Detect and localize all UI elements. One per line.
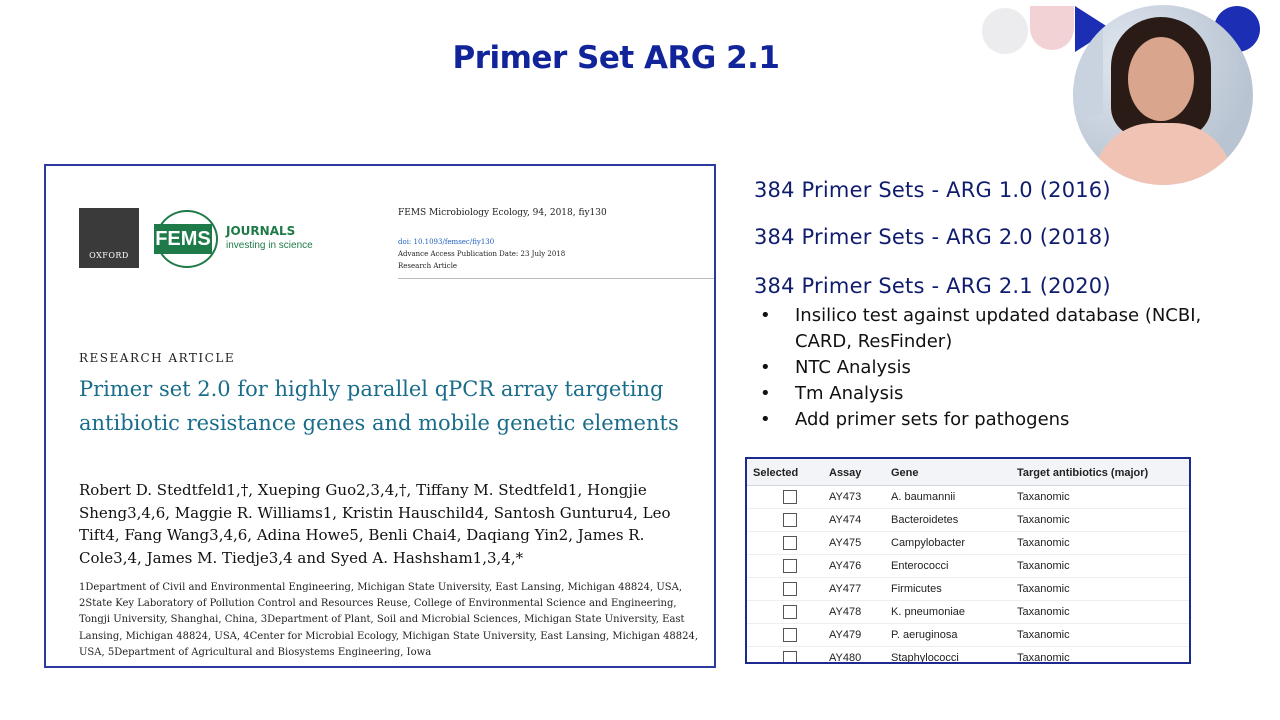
- version-arg-2-0: 384 Primer Sets - ARG 2.0 (2018): [754, 225, 1111, 249]
- list-item-text: NTC Analysis: [795, 357, 911, 378]
- journals-tagline: investing in science: [226, 240, 313, 251]
- table-row: [747, 578, 1189, 601]
- table-row: [747, 509, 1189, 532]
- bullet-icon: •: [760, 409, 771, 430]
- paper-title: Primer set 2.0 for highly parallel qPCR array targeting antibiotic resistance genes and mobile genetic elements: [79, 377, 679, 435]
- select-checkbox[interactable]: [783, 513, 797, 527]
- decorative-circle-grey: [982, 8, 1028, 54]
- select-checkbox[interactable]: [783, 490, 797, 504]
- list-item-text: Tm Analysis: [795, 383, 904, 404]
- target-cell: Taxanomic: [1011, 601, 1189, 624]
- gene-cell: Campylobacter: [885, 532, 1011, 555]
- table-row: [747, 624, 1189, 647]
- oxford-logo: [79, 208, 139, 268]
- assay-cell: AY473: [823, 486, 885, 509]
- header-gene: Gene: [885, 459, 1011, 486]
- select-checkbox[interactable]: [783, 605, 797, 619]
- version-arg-2-1: 384 Primer Sets - ARG 2.1 (2020): [754, 274, 1111, 298]
- assay-cell: AY478: [823, 601, 885, 624]
- assay-cell: AY475: [823, 532, 885, 555]
- bullet-icon: •: [760, 383, 771, 404]
- article-type: Research Article: [398, 262, 458, 270]
- gene-cell: Bacteroidetes: [885, 509, 1011, 532]
- bullet-icon: •: [760, 357, 771, 378]
- target-cell: Taxanomic: [1011, 647, 1189, 665]
- select-checkbox[interactable]: [783, 582, 797, 596]
- target-cell: Taxanomic: [1011, 624, 1189, 647]
- gene-cell: Firmicutes: [885, 578, 1011, 601]
- list-item: [760, 355, 1260, 381]
- list-item: [760, 407, 1260, 433]
- assay-cell: AY476: [823, 555, 885, 578]
- assay-cell: AY474: [823, 509, 885, 532]
- list-item: [760, 381, 1260, 407]
- paper-screenshot: [44, 164, 716, 668]
- select-checkbox[interactable]: [783, 536, 797, 550]
- webcam-background: [1073, 25, 1103, 115]
- assay-cell: AY479: [823, 624, 885, 647]
- table-row: [747, 601, 1189, 624]
- doi-link: doi: 10.1093/femsec/fiy130: [398, 238, 495, 246]
- gene-cell: A. baumannii: [885, 486, 1011, 509]
- bullet-icon: •: [760, 305, 771, 326]
- paper-authors: Robert D. Stedtfeld1,†, Xueping Guo2,3,4,†, Tiffany M. Stedtfeld1, Hongjie Sheng3,4,6, Maggie R. Williams1, Kristin Hauschild4, Santosh Gunturu4, Leo Tift4, Fang Wang3,4,6, Adina Howe5, Benli Chai4, Daqiang Yin2, James R. Cole3,4, James M. Tiedje3,4 and Syed A. Hashsham1,3,4,*: [79, 481, 671, 567]
- assay-cell: AY477: [823, 578, 885, 601]
- target-cell: Taxanomic: [1011, 532, 1189, 555]
- table-header-row: [747, 459, 1189, 486]
- decorative-shape-pink: [1030, 6, 1074, 50]
- select-checkbox[interactable]: [783, 628, 797, 642]
- gene-cell: Staphylococci: [885, 647, 1011, 665]
- table-row: [747, 486, 1189, 509]
- list-item-text: Insilico test against updated database (NCBI, CARD, ResFinder): [795, 305, 1202, 352]
- target-cell: Taxanomic: [1011, 555, 1189, 578]
- list-item-text: Add primer sets for pathogens: [795, 409, 1070, 430]
- gene-cell: Enterococci: [885, 555, 1011, 578]
- section-label: RESEARCH ARTICLE: [79, 351, 236, 365]
- assay-table: [745, 457, 1191, 664]
- table-row: [747, 555, 1189, 578]
- presenter-face: [1128, 37, 1194, 121]
- target-cell: Taxanomic: [1011, 578, 1189, 601]
- header-divider: [398, 278, 714, 279]
- table-row: [747, 647, 1189, 665]
- list-item: [760, 303, 1260, 355]
- assay-cell: AY480: [823, 647, 885, 665]
- slide-title: Primer Set ARG 2.1: [452, 40, 780, 76]
- journals-label: JOURNALS: [226, 224, 296, 238]
- presenter-body: [1093, 123, 1233, 185]
- gene-cell: K. pneumoniae: [885, 601, 1011, 624]
- table-row: [747, 532, 1189, 555]
- oxford-logo-text: OXFORD: [89, 251, 129, 260]
- presenter-webcam: [1073, 5, 1253, 185]
- header-assay: Assay: [823, 459, 885, 486]
- journal-reference: FEMS Microbiology Ecology, 94, 2018, fiy130: [398, 208, 607, 218]
- target-cell: Taxanomic: [1011, 486, 1189, 509]
- feature-list: [760, 303, 1260, 433]
- header-selected: Selected: [747, 459, 823, 486]
- header-target: Target antibiotics (major): [1011, 459, 1189, 486]
- gene-cell: P. aeruginosa: [885, 624, 1011, 647]
- target-cell: Taxanomic: [1011, 509, 1189, 532]
- select-checkbox[interactable]: [783, 651, 797, 664]
- publication-date: Advance Access Publication Date: 23 July 2018: [398, 250, 566, 258]
- paper-affiliations: 1Department of Civil and Environmental Engineering, Michigan State University, East Lansing, Michigan 48824, USA, 2State Key Laboratory of Pollution Control and Resources Reuse, College of Environmental Science and Engineering, Tongji University, Shanghai, China, 3Department of Plant, Soil and Microbial Sciences, Michigan State University, East Lansing, Michigan 48824, USA, 4Center for Microbial Ecology, Michigan State University, East Lansing, Michigan 48824, USA, 5Department of Agricultural and Biosystems Engineering, Iowa: [79, 582, 699, 658]
- select-checkbox[interactable]: [783, 559, 797, 573]
- version-arg-1-0: 384 Primer Sets - ARG 1.0 (2016): [754, 178, 1111, 202]
- fems-logo: FEMS: [154, 224, 212, 254]
